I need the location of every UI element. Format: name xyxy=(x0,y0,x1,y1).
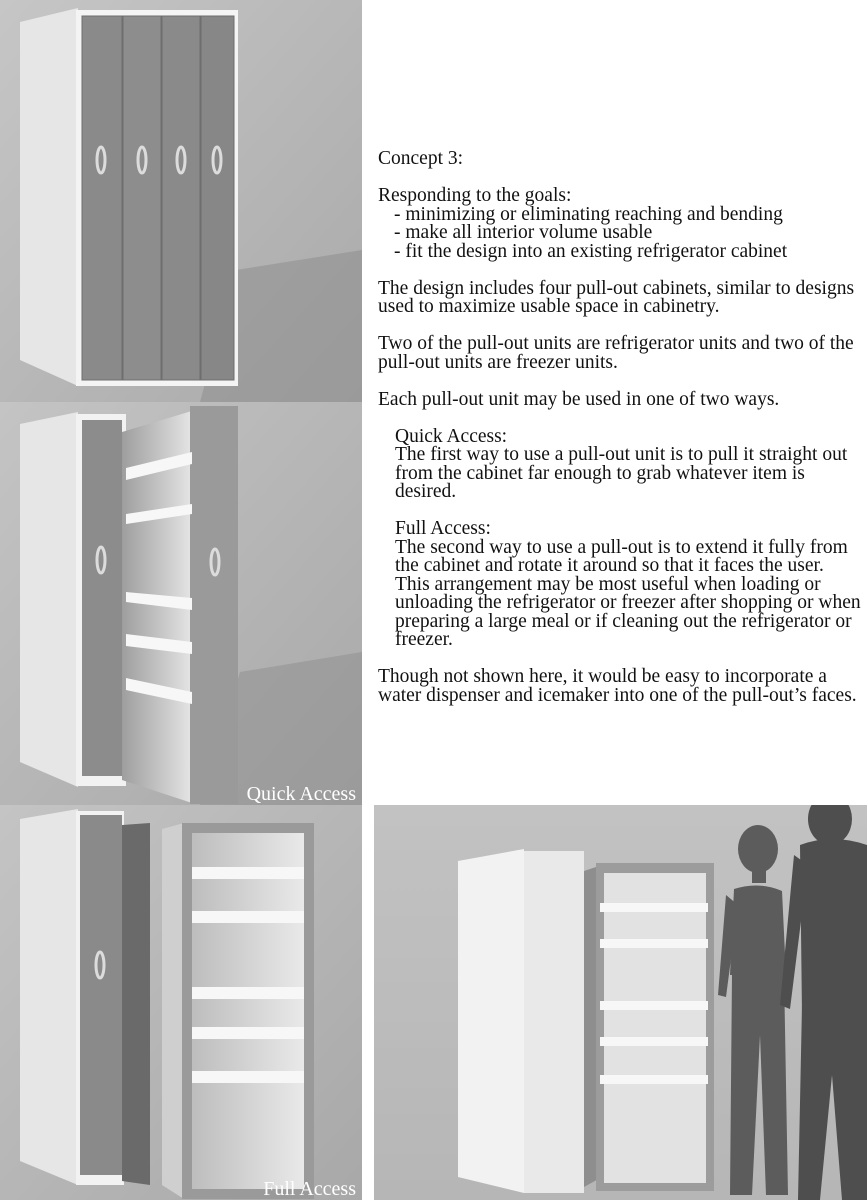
full-access-caption: Full Access xyxy=(263,1178,356,1200)
scale-figures-illustration xyxy=(374,805,867,1200)
quick-access-heading: Quick Access: xyxy=(395,425,508,447)
quick-access-body: The first way to use a pull-out unit is to pull it straight out from the cabinet far enough to grab whatever item is desired. xyxy=(395,444,848,502)
goal-item: - fit the design into an existing refrigerator cabinet xyxy=(394,240,788,262)
closed-cabinet-illustration xyxy=(0,0,362,402)
quick-access-caption: Quick Access xyxy=(246,783,356,805)
cabinet-doors xyxy=(82,16,234,380)
concept-title: Concept 3: xyxy=(378,148,464,169)
full-access-section xyxy=(378,520,862,650)
goal-item: - make all interior volume usable xyxy=(394,222,653,243)
render-closed-cabinet xyxy=(0,0,362,402)
paragraph-units: Two of the pull-out units are refrigerator units and two of the pull-out units are freezer units. xyxy=(378,333,854,373)
render-quick-access xyxy=(0,402,362,805)
render-scale-figures xyxy=(374,805,867,1200)
quick-access-illustration xyxy=(0,402,362,805)
paragraph-water: Though not shown here, it would be easy to incorporate a water dispenser and icemaker into one of the pull-out’s faces. xyxy=(378,666,857,706)
full-access-heading: Full Access: xyxy=(395,518,491,539)
paragraph-ways: Each pull-out unit may be used in one of two ways. xyxy=(378,388,780,410)
full-access-illustration xyxy=(0,805,362,1200)
quick-access-section xyxy=(378,425,862,502)
full-access-body: The second way to use a pull-out is to extend it fully from the cabinet and rotate it around so that it faces the user. This arrangement may be most useful when loading or unloading the refrigerator or freezer after shopping or when preparing a large meal or if cleaning out the refrigerator or freezer. xyxy=(395,536,861,650)
goals-section xyxy=(378,187,862,261)
concept-description xyxy=(378,150,862,724)
render-full-access xyxy=(0,805,362,1200)
goal-item: - minimizing or eliminating reaching and bending xyxy=(394,203,783,225)
paragraph-design: The design includes four pull-out cabinets, similar to designs used to maximize usable space in cabinetry. xyxy=(378,277,855,317)
goals-intro: Responding to the goals: xyxy=(378,185,572,206)
